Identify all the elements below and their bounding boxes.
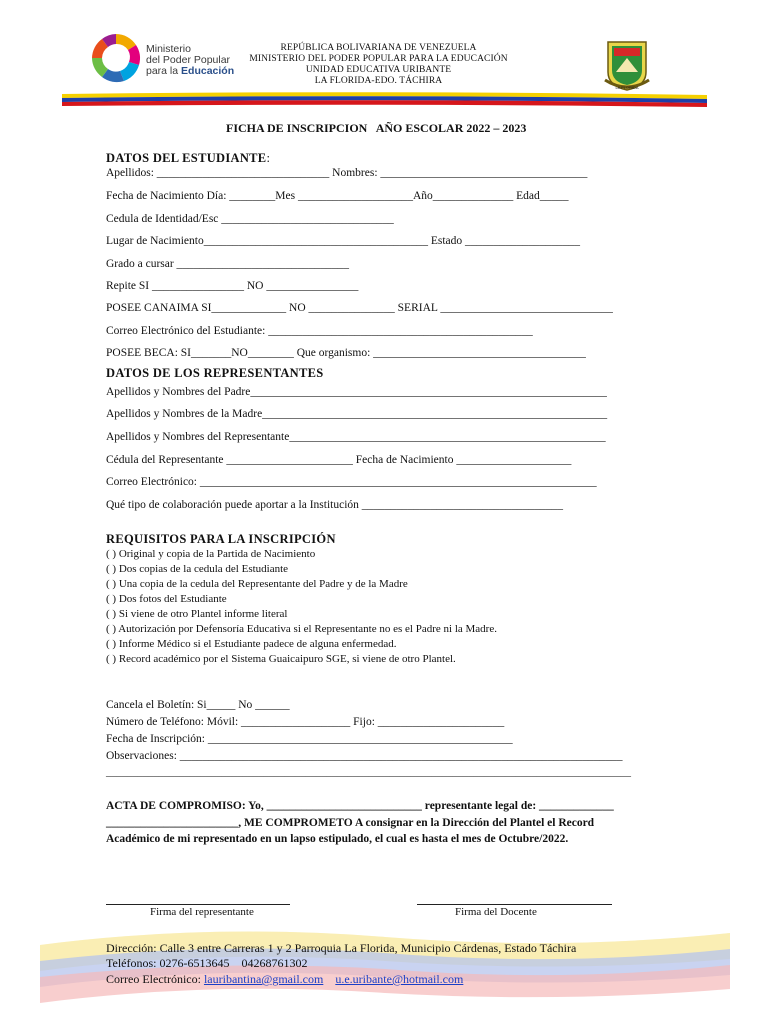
representatives-heading: DATOS DE LOS REPRESENTANTES <box>106 366 324 380</box>
requirement-item: ( ) Si viene de otro Plantel informe literal <box>106 608 288 620</box>
form-title: FICHA DE INSCRIPCION AÑO ESCOLAR 2022 – 2023 <box>226 121 527 135</box>
collaboration-line: Qué tipo de colaboración puede aportar a la Institución ___________________________________ <box>106 499 564 511</box>
header-line-4: LA FLORIDA-EDO. TÁCHIRA <box>314 76 443 86</box>
ministry-line-3: para la Educación <box>146 65 235 77</box>
header-line-1: REPÚBLICA BOLIVARIANA DE VENEZUELA <box>280 43 477 53</box>
requirement-item: ( ) Informe Médico si el Estudiante padece de alguna enfermedad. <box>106 638 397 650</box>
school-seal <box>602 36 652 92</box>
student-birthplace-line: Lugar de Nacimiento_______________________________________ Estado ____________________ <box>106 235 581 247</box>
commitment-line-3: Académico de mi representado en un lapso estipulado, el cual es hasta el mes de Octubre/2022. <box>106 833 569 845</box>
flag-stripe-divider <box>62 92 707 108</box>
footer-email-line <box>106 972 463 987</box>
footer-phones: Teléfonos: 0276-6513645 04268761302 <box>106 956 308 970</box>
teacher-signature-label: Firma del Docente <box>455 906 537 918</box>
representative-signature-line <box>106 904 290 905</box>
commitment-line-2: _______________________, ME COMPROMETO A consignar en la Dirección del Plantel el Record <box>106 817 595 829</box>
footer-email-separator <box>323 972 335 986</box>
ministry-line-2: del Poder Popular <box>146 54 231 66</box>
requirement-item: ( ) Dos copias de la cedula del Estudiante <box>106 563 289 575</box>
student-names-line: Apellidos: ______________________________ Nombres: ____________________________________ <box>106 167 588 179</box>
representative-name-line: Apellidos y Nombres del Representante_______________________________________________________ <box>106 431 606 443</box>
ministry-line-1: Ministerio <box>146 43 191 55</box>
student-email-line: Correo Electrónico del Estudiante: ______________________________________________ <box>106 325 533 337</box>
student-birthdate-line: Fecha de Nacimiento Día: ________Mes ____________________Año______________ Edad_____ <box>106 190 569 202</box>
email-link-uribante[interactable]: u.e.uribante@hotmail.com <box>335 972 464 986</box>
header-line-2: MINISTERIO DEL PODER POPULAR PARA LA EDUCACIÓN <box>249 54 508 64</box>
seal-text: LA FLORIDA <box>615 85 639 90</box>
observations-extra-line: ____________________________________________________________________________________________________ <box>106 767 631 778</box>
requirement-item: ( ) Dos fotos del Estudiante <box>106 593 227 605</box>
student-id-line: Cedula de Identidad/Esc ______________________________ <box>106 213 394 225</box>
requirement-item: ( ) Autorización por Defensoría Educativa si el Representante no es el Padre ni la Madre. <box>106 623 497 635</box>
representative-signature-label: Firma del representante <box>150 906 254 918</box>
student-canaima-line: POSEE CANAIMA SI_____________ NO _______________ SERIAL ______________________________ <box>106 302 613 314</box>
footer-address: Dirección: Calle 3 entre Carreras 1 y 2 Parroquia La Florida, Municipio Cárdenas, Estado Táchira <box>106 941 577 955</box>
student-repeat-line: Repite SI ________________ NO ________________ <box>106 280 359 292</box>
mother-name-line: Apellidos y Nombres de la Madre____________________________________________________________ <box>106 408 608 420</box>
email-link-lauribantina[interactable]: lauribantina@gmail.com <box>203 972 324 986</box>
representative-id-line: Cédula del Representante ______________________ Fecha de Nacimiento ____________________ <box>106 454 572 466</box>
father-name-line: Apellidos y Nombres del Padre______________________________________________________________ <box>106 386 607 398</box>
requirement-item: ( ) Original y copia de la Partida de Nacimiento <box>106 548 316 560</box>
phone-line: Número de Teléfono: Móvil: ___________________ Fijo: ______________________ <box>106 716 505 728</box>
bulletin-line: Cancela el Boletín: Si_____ No ______ <box>106 699 290 711</box>
requirements-heading: REQUISITOS PARA LA INSCRIPCIÓN <box>106 532 336 546</box>
requirement-item: ( ) Record académico por el Sistema Guaicaipuro SGE, si viene de otro Plantel. <box>106 653 456 665</box>
representative-email-line: Correo Electrónico: _____________________________________________________________________ <box>106 476 597 488</box>
requirement-item: ( ) Una copia de la cedula del Representante del Padre y de la Madre <box>106 578 408 590</box>
commitment-line-1: ACTA DE COMPROMISO: Yo, ___________________________ representante legal de: _____________ <box>106 800 614 812</box>
footer-email-label: Correo Electrónico: <box>106 972 204 986</box>
student-scholarship-line: POSEE BECA: SI_______NO________ Que organismo: _____________________________________ <box>106 347 586 359</box>
student-heading: DATOS DEL ESTUDIANTE: <box>106 151 271 165</box>
inscription-date-line: Fecha de Inscripción: _____________________________________________________ <box>106 733 513 745</box>
student-grade-line: Grado a cursar ______________________________ <box>106 258 350 270</box>
observations-line: Observaciones: _____________________________________________________________________________ <box>106 750 623 762</box>
ministry-wordmark <box>146 44 234 77</box>
header-line-3: UNIDAD EDUCATIVA URIBANTE <box>305 65 452 75</box>
teacher-signature-line <box>417 904 612 905</box>
institution-header <box>226 43 531 87</box>
